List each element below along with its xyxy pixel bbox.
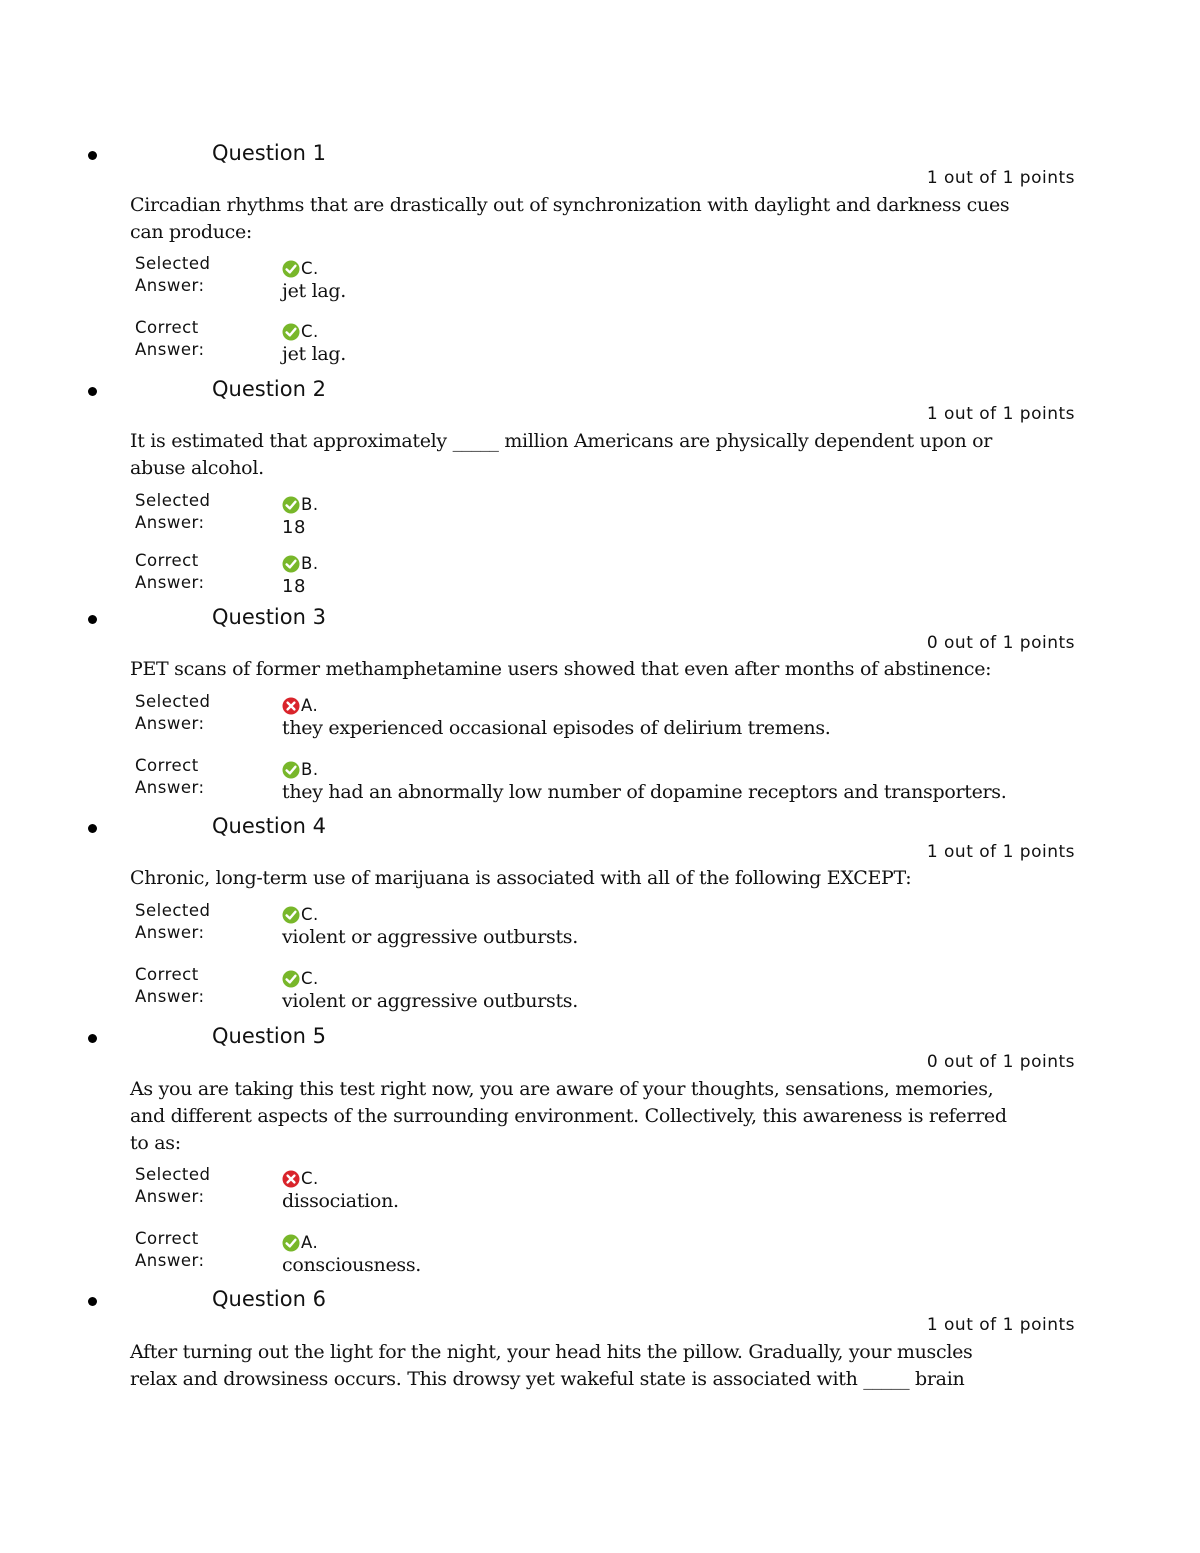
answer-text: violent or aggressive outbursts. [282,990,578,1012]
question-points: 0 out of 1 points [926,1052,1075,1072]
selected-answer-label: Selected Answer: [135,1165,211,1206]
check-icon [282,496,300,514]
check-icon [282,260,300,278]
question-title: Question 1 [212,141,326,165]
correct-answer [282,755,1007,806]
answer-text: violent or aggressive outbursts. [282,926,578,948]
answer-text: consciousness. [282,1254,422,1276]
bullet [88,615,97,624]
question-title: Question 2 [212,377,326,401]
correct-answer [282,549,319,600]
correct-answer [282,1228,421,1279]
correct-answer-label: Correct Answer: [135,1229,205,1270]
answer-letter: B. [301,554,319,573]
question-points: 1 out of 1 points [926,1315,1075,1335]
question-text: PET scans of former methamphetamine users showed that even after months of abstinence: [130,658,992,680]
question-text: Circadian rhythms that are drastically out of synchronization with daylight and darkness cues can produce: [130,194,1010,243]
answer-text: dissociation. [282,1190,399,1212]
check-icon [282,1234,300,1252]
selected-answer [282,900,578,951]
answer-text: they experienced occasional episodes of delirium tremens. [282,717,831,739]
answer-letter: B. [301,495,319,514]
question-title: Question 5 [212,1024,326,1048]
answer-text: jet lag. [282,280,347,302]
selected-answer-label: Selected Answer: [135,901,211,942]
bullet [88,824,97,833]
bullet [88,151,97,160]
answer-text: 18 [282,517,306,538]
correct-answer [282,317,346,368]
selected-answer [282,691,831,742]
selected-answer [282,490,319,541]
check-icon [282,555,300,573]
selected-answer-label: Selected Answer: [135,254,211,295]
check-icon [282,970,300,988]
selected-answer-label: Selected Answer: [135,692,211,733]
bullet [88,1034,97,1043]
answer-text: 18 [282,576,306,597]
answer-letter: C. [301,322,319,341]
answer-letter: B. [301,760,319,779]
correct-answer-label: Correct Answer: [135,318,205,359]
answer-letter: C. [301,969,319,988]
check-icon [282,323,300,341]
bullet [88,387,97,396]
answer-text: jet lag. [282,343,347,365]
question-points: 0 out of 1 points [926,633,1075,653]
question-text: As you are taking this test right now, you are aware of your thoughts, sensations, memories, and different aspects of the surrounding environment. Collectively, this awareness is referred to as: [130,1078,1007,1154]
question-text: It is estimated that approximately _____ million Americans are physically dependent upon or abuse alcohol. [130,430,993,479]
check-icon [282,906,300,924]
x-icon [282,697,300,715]
check-icon [282,761,300,779]
answer-letter: C. [301,259,319,278]
selected-answer-label: Selected Answer: [135,491,211,532]
question-title: Question 6 [212,1287,326,1311]
selected-answer [282,1164,399,1215]
answer-letter: C. [301,1169,319,1188]
x-icon [282,1170,300,1188]
answer-letter: A. [301,696,319,715]
answer-letter: C. [301,905,319,924]
question-points: 1 out of 1 points [926,404,1075,424]
question-title: Question 4 [212,814,326,838]
answer-text: they had an abnormally low number of dopamine receptors and transporters. [282,781,1007,803]
correct-answer-label: Correct Answer: [135,551,205,592]
question-text: After turning out the light for the night, your head hits the pillow. Gradually, your muscles relax and drowsiness occurs. This drowsy yet wakeful state is associated with _____ brain [130,1341,973,1390]
answer-letter: A. [301,1233,319,1252]
question-title: Question 3 [212,605,326,629]
question-points: 1 out of 1 points [926,168,1075,188]
correct-answer [282,964,578,1015]
selected-answer [282,254,346,305]
question-text: Chronic, long-term use of marijuana is associated with all of the following EXCEPT: [130,867,912,889]
question-points: 1 out of 1 points [926,842,1075,862]
correct-answer-label: Correct Answer: [135,756,205,797]
correct-answer-label: Correct Answer: [135,965,205,1006]
bullet [88,1297,97,1306]
